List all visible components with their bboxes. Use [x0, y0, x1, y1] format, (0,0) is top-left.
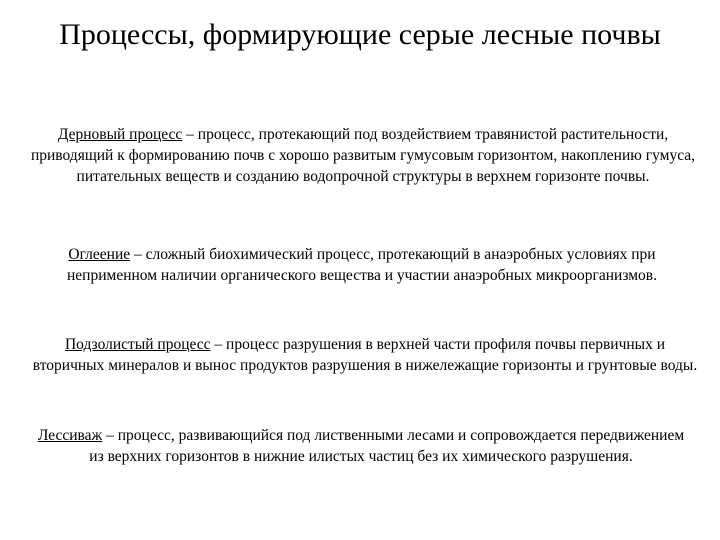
- definition-paragraph-lessivage: [30, 425, 692, 467]
- definition-text-sod-process: – процесс, протекающий под воздействием травянистой растительности, приводящий к формированию почв с хорошо развитым гумусовым горизонтом, накоплению гумуса, питательных веществ и созданию водопрочной структуры в верхнем горизонте почвы.: [30, 126, 696, 185]
- definition-text-podzolic-process: – процесс разрушения в верхней части профиля почвы первичных и вторичных минералов и вынос продуктов разрушения в нижележащие горизонты и грунтовые воды.: [32, 336, 698, 374]
- definition-paragraph-gleying: [22, 244, 702, 286]
- term-podzolic-process: Подзолистый процесс: [64, 336, 211, 353]
- term-lessivage: Лессиваж: [37, 427, 103, 444]
- term-sod-process: Дерновый процесс: [57, 126, 183, 143]
- definition-text-gleying: – сложный биохимический процесс, протекающий в анаэробных условиях при неприменном наличии органического вещества и участии анаэробных микроорганизмов.: [67, 246, 657, 284]
- definition-paragraph-sod-process: [30, 124, 696, 187]
- definition-text-lessivage: – процесс, развивающийся под лиственными лесами и сопровождается передвижением из верхних горизонтов в нижние илистых частиц без их химического разрушения.: [89, 427, 685, 465]
- definition-paragraph-podzolic-process: [30, 334, 700, 376]
- slide-title: Процессы, формирующие серые лесные почвы: [59, 18, 661, 51]
- term-gleying: Оглеение: [68, 246, 131, 263]
